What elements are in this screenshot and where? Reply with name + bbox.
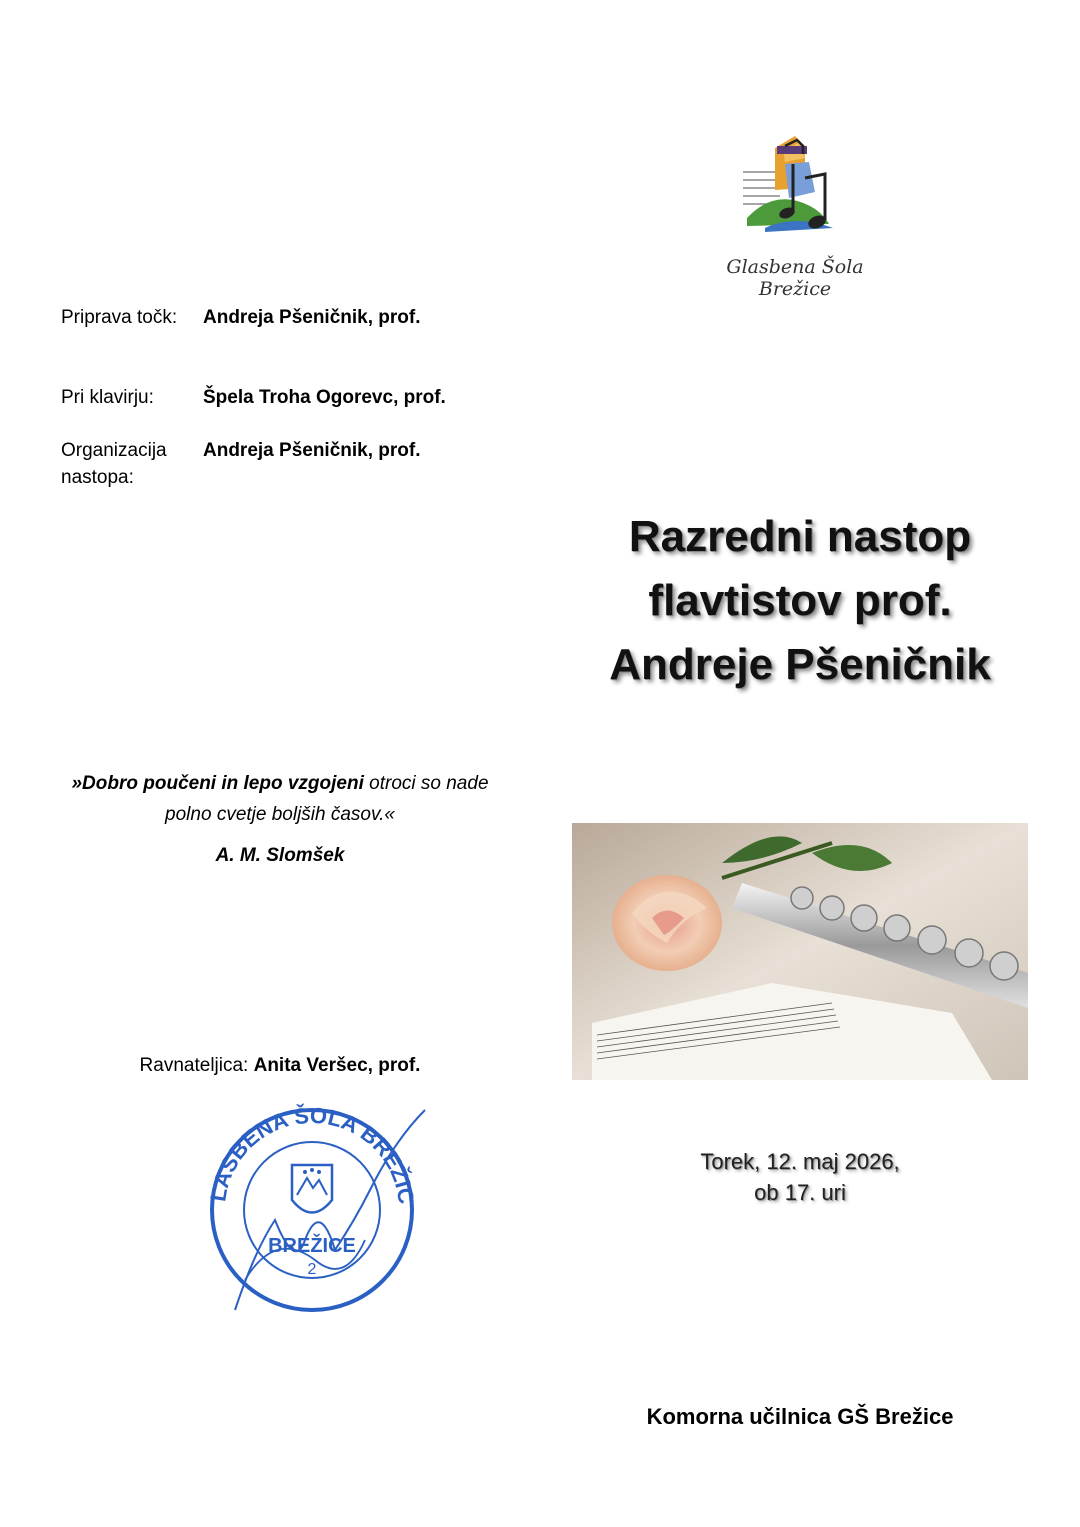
quote-rest-line1: otroci so nade <box>363 773 489 794</box>
principal-line <box>40 1055 520 1077</box>
stamp-number: 2 <box>307 1261 317 1278</box>
quote <box>40 768 520 830</box>
credit-label-preparation: Priprava točk: <box>61 307 178 328</box>
quote-line2: polno cvetje boljših časov.« <box>165 804 395 825</box>
event-venue: Komorna učilnica GŠ Brežice <box>646 1404 954 1429</box>
school-logo <box>705 128 885 300</box>
concert-title-line1: Razredni nastop <box>628 512 972 561</box>
event-date-line1: Torek, 12. maj 2026, <box>700 1149 900 1174</box>
concert-title <box>560 505 1040 697</box>
quote-author: A. M. Slomšek <box>215 845 345 866</box>
credit-label-organization: Organizacija nastopa: <box>61 440 167 488</box>
credit-label-piano: Pri klavirju: <box>61 387 154 408</box>
concert-title-line2: flavtistov prof. <box>648 576 952 625</box>
credit-value-organization: Andreja Pšeničnik, prof. <box>203 440 421 461</box>
stamp-top-text: LASBENA ŠOLA BREŽIC <box>205 1102 419 1206</box>
event-date <box>560 1146 1040 1208</box>
principal-name: Anita Veršec, prof. <box>253 1055 421 1076</box>
school-logo-icon <box>705 128 885 253</box>
school-logo-name: Glasbena Šola Brežice <box>726 256 864 300</box>
school-stamp <box>195 1100 430 1315</box>
flute-and-rose-photo <box>572 823 1028 1080</box>
concert-title-line3: Andreje Pšeničnik <box>609 640 991 689</box>
stamp-bottom-text: BREŽICE <box>268 1235 356 1257</box>
credit-value-piano: Špela Troha Ogorevc, prof. <box>203 387 446 408</box>
quote-bold-part: »Dobro poučeni in lepo vzgojeni <box>71 773 364 794</box>
credit-value-preparation: Andreja Pšeničnik, prof. <box>203 307 421 328</box>
event-date-line2: ob 17. uri <box>754 1180 846 1205</box>
principal-label: Ravnateljica: <box>139 1055 249 1076</box>
